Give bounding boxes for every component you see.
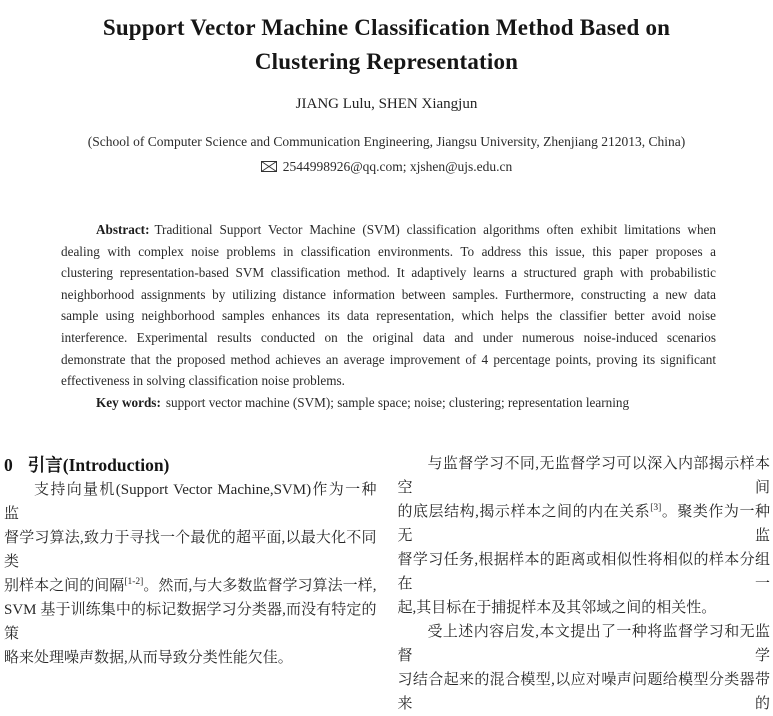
abstract-block	[61, 219, 716, 413]
body-line: 与监督学习不同,无监督学习可以深入内部揭示样本空间	[397, 456, 770, 496]
body-line: SVM 基于训练集中的标记数据学习分类器,而没有特定的策	[4, 602, 377, 642]
section-title: 引言(Introduction)	[27, 455, 170, 475]
section-number: 0	[4, 455, 13, 475]
keywords-text: support vector machine (SVM); sample space; noise; clustering; representation learning	[165, 394, 630, 410]
body-line: 督学习任务,根据样本的距离或相似性将相似的样本分组在一	[397, 552, 770, 592]
body-line: 受上述内容启发,本文提出了一种将监督学习和无监督学	[397, 624, 770, 664]
citation-superscript: [3]	[650, 503, 662, 513]
abstract-line: interference. Experimental results conducted on the original data and under numerous noise-induced scenarios	[61, 329, 716, 345]
abstract-line: demonstrate that the proposed method achieves an average improvement of 4 percentage points, proving its significant	[61, 351, 716, 367]
citation-superscript: [1-2]	[124, 577, 144, 587]
body-line	[4, 574, 377, 598]
body-line: 略来处理噪声数据,从而导致分类性能欠佳。	[4, 650, 293, 666]
body-text: 的底层结构,揭示样本之间的内在关系	[397, 504, 651, 520]
affiliation-line: (School of Computer Science and Communication Engineering, Jiangsu University, Zhenjiang 212013, China)	[87, 134, 686, 149]
abstract-line: dealing with complex noise problems in classification environments. To address this issue, this paper proposes a	[61, 243, 716, 259]
abstract-line: neighborhood assignments by utilizing distance information between samples. Furthermore, constructing a new data	[61, 286, 716, 302]
email-text: 2544998926@qq.com; xjshen@ujs.edu.cn	[282, 159, 513, 174]
paper-title-line1: Support Vector Machine Classification Method Based on	[102, 15, 671, 40]
body-columns	[4, 452, 770, 716]
envelope-icon	[261, 161, 277, 172]
paper-title-line2: Clustering Representation	[254, 49, 519, 74]
abstract-label: Abstract:	[96, 222, 150, 237]
body-line: 督学习算法,致力于寻找一个最优的超平面,以最大化不同类	[4, 530, 377, 570]
body-text: 别样本之间的间隔	[4, 578, 125, 594]
keywords-line	[61, 392, 716, 414]
abstract-line	[61, 219, 716, 241]
column-left	[4, 452, 377, 716]
body-line: 支持向量机(Support Vector Machine,SVM)作为一种监	[4, 482, 377, 522]
keywords-label: Key words:	[96, 394, 161, 410]
paper-title	[0, 0, 773, 79]
body-line: 起,其目标在于捕捉样本及其邻域之间的相关性。	[397, 600, 717, 616]
email-line	[0, 158, 773, 175]
abstract-text: Traditional Support Vector Machine (SVM) classification algorithms often exhibit limitations when	[154, 222, 716, 237]
section-heading	[4, 452, 377, 478]
authors-line: JIANG Lulu, SHEN Xiangjun	[295, 96, 478, 112]
abstract-line: clustering representation-based SVM classification method. It adaptively learns a structured graph with probabilistic	[61, 265, 716, 281]
abstract-line: sample using neighborhood samples enhances its data representation, which helps the classifier better avoid noise	[61, 308, 716, 324]
column-right	[398, 452, 771, 716]
abstract-line: effectiveness in solving classification noise problems.	[61, 373, 345, 389]
body-line	[398, 500, 771, 548]
body-text: 。然而,与大多数监督学习算法一样,	[143, 578, 377, 594]
body-line: 习结合起来的混合模型,以应对噪声问题给模型分类器带来的	[397, 672, 770, 712]
body-text: 。聚类作为一种无监	[397, 504, 770, 544]
